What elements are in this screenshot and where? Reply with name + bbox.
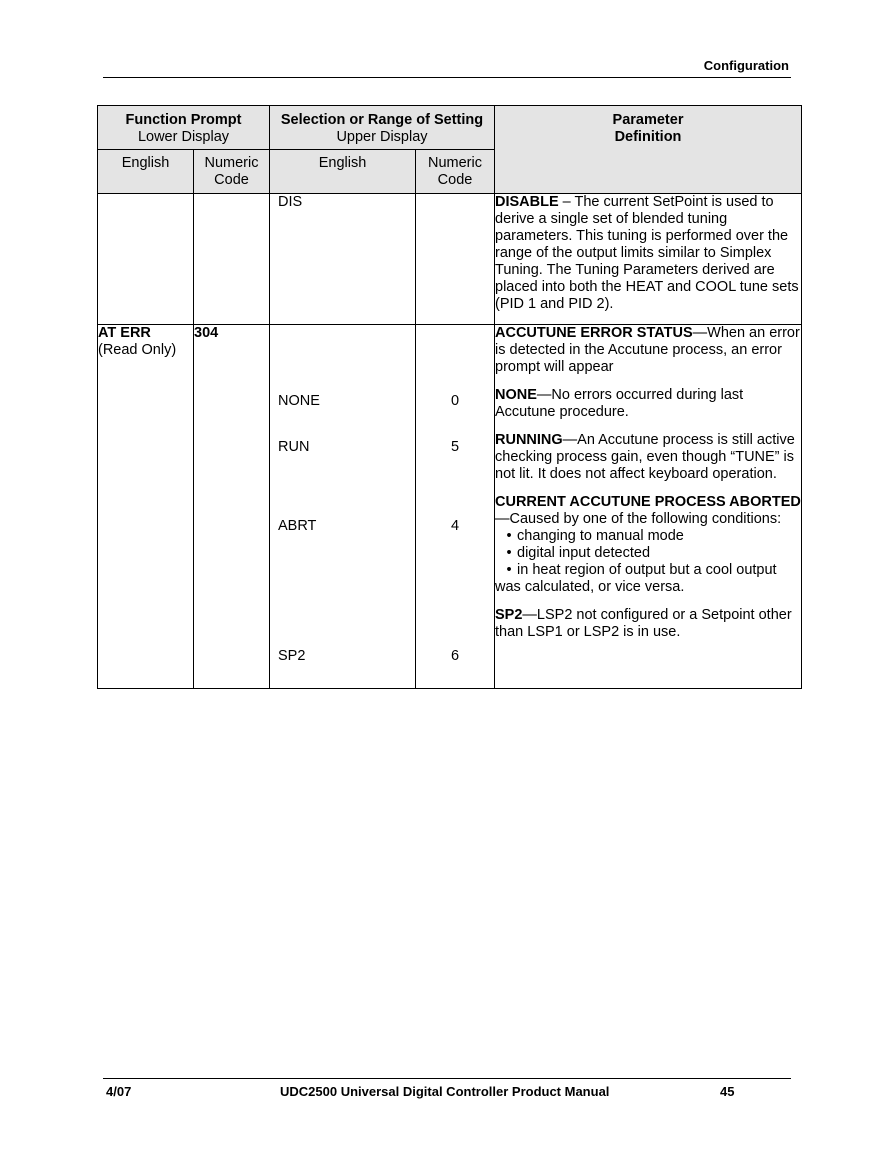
header-rule [103, 77, 791, 78]
selection-header [270, 106, 495, 150]
upper-display-subtitle: Upper Display [336, 129, 428, 145]
selection-title: Selection or Range of Setting [280, 112, 484, 128]
table-row [98, 325, 802, 689]
parameter-title: Parameter [612, 112, 684, 128]
cell-selection-code-empty [416, 194, 495, 325]
lower-display-subtitle: Lower Display [137, 129, 230, 145]
bullet-item: • in heat region of output but a cool output [506, 562, 777, 578]
parameter-definition-header [495, 106, 802, 194]
cell-definition-dis: DISABLE – The current SetPoint is used to derive a single set of blended tuning parameters. This tuning is performed over the range of the output limits similar to Simplex Tuning. The Tuning Parameters derived are placed into both the HEAT and COOL tune sets (PID 1 and PID 2). [495, 194, 802, 325]
cell-code-list: 0 5 4 6 [416, 325, 495, 689]
bullet-item: • digital input detected [506, 545, 651, 561]
table-row [98, 194, 802, 325]
footer-date: 4/07 [106, 1084, 132, 1099]
cell-definition-list: ACCUTUNE ERROR STATUS—When an error is detected in the Accutune process, an error prompt will appear NONE—No errors occurred during last Accutune procedure. RUNNING—An Accutune process is still active checking process gain, even though “TUNE” is not lit. It does not affect keyboard operation. CURRENT ACCUTUNE PROCESS ABORTED—Caused by one of the following conditions: • changing to manual mode • digital input detected • in heat region of output but a cool output was calculated, or vice versa. SP2—LSP2 not configured or a Setpoint other than LSP1 or LSP2 is in use. [495, 325, 802, 689]
cell-code-304: 304 [194, 325, 270, 689]
definition-title: Definition [614, 129, 682, 145]
function-prompt-header [98, 106, 270, 150]
cell-code-empty [194, 194, 270, 325]
footer-title: UDC2500 Universal Digital Controller Product Manual [280, 1084, 610, 1099]
footer-page-number: 45 [720, 1084, 735, 1099]
bullet-item: • changing to manual mode [506, 528, 684, 544]
sub-header-english-1: English [98, 150, 194, 194]
parameter-table [97, 105, 802, 689]
header-section-label: Configuration [703, 58, 789, 73]
cell-prompt-at-err: AT ERR (Read Only) [98, 325, 194, 689]
cell-prompt-empty [98, 194, 194, 325]
sub-header-numeric-1: Numeric Code [194, 150, 270, 194]
cell-selection-list: NONE RUN ABRT SP2 [270, 325, 416, 689]
footer-rule [103, 1078, 791, 1079]
cell-selection-dis: DIS [270, 194, 416, 325]
sub-header-english-2: English [270, 150, 416, 194]
sub-header-numeric-2: Numeric Code [416, 150, 495, 194]
function-prompt-title: Function Prompt [125, 112, 242, 128]
